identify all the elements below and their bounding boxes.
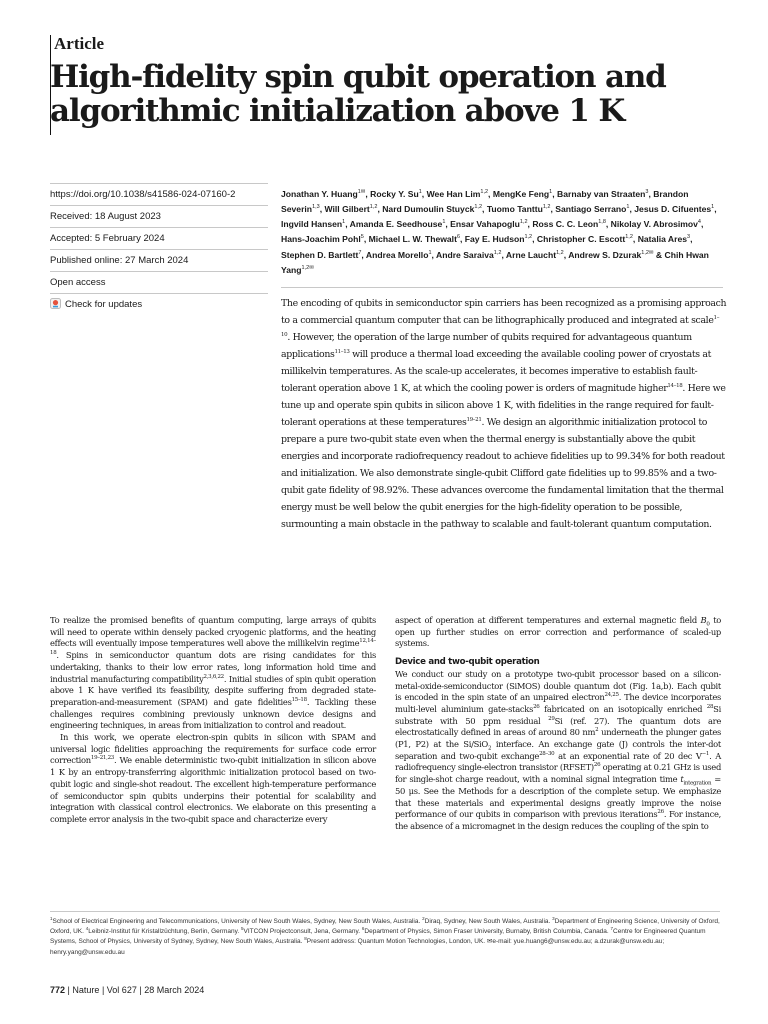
author-name: Arne Laucht <box>505 249 557 260</box>
inline-markup: 26 <box>657 809 664 816</box>
author-affiliation: 1 <box>418 189 422 195</box>
author-affiliation: 7 <box>358 249 362 256</box>
author-name: Tuomo Tanttu <box>486 204 543 215</box>
footnote-rule <box>50 911 720 912</box>
author-affiliation: 5 <box>360 234 364 241</box>
doi-link[interactable]: https://doi.org/10.1038/s41586-024-07160-2 <box>50 183 268 206</box>
author-name: Jesus D. Cifuentes <box>634 204 712 215</box>
author-name: Christopher C. Escott <box>536 234 626 245</box>
author-name: Nikolay V. Abrosimov <box>610 219 698 230</box>
page-footer <box>50 985 204 995</box>
intro-paragraph-2: In this work, we operate electron-spin qubits in silicon with SPAM and universal logic fidelities approaching the requirements for surface code error correction$^{19-21,23}$. We enable deterministic two-qubit initialization in silicon above 1 K by an entropy-transferring algorithmic initialization protocol based on two-qubit logic and single-shot readout. The excellent high-temperature performance of semiconductor spin qubits underpins their potential for scalability and integration with classical control electronics. We elaborate on this presenting a complete error analysis in the two-qubit space and characterize every <box>50 732 376 824</box>
author-affiliation: 1,2 <box>493 249 502 256</box>
check-for-updates-label: Check for updates <box>65 299 143 310</box>
author-name: Andre Saraiva <box>435 249 494 260</box>
inline-markup: 11–13 <box>334 348 350 355</box>
inline-markup: B <box>700 615 707 625</box>
check-for-updates-link[interactable] <box>50 294 268 315</box>
author-name: Wee Han Lim <box>426 188 481 199</box>
inline-markup: −1 <box>701 750 710 757</box>
issue-date: 28 March 2024 <box>144 985 205 995</box>
author-name: Andrea Morello <box>365 249 429 260</box>
author-name: Andrew S. Dzurak <box>568 249 642 260</box>
affiliations-footnote: $^1$School of Electrical Engineering and Telecommunications, University of New South Wales, Sydney, New South Wales, Australia. $^2$Diraq, Sydney, New South Wales, Australia. $^3$Department of Engineering Science, University of Oxford, Oxford, UK. $^4$Leibniz-Institut für Kristallzüchtung, Berlin, Germany. $^5$VITCON Projectconsult, Jena, Germany. $^6$Department of Physics, Simon Fraser University, Burnaby, British Columbia, Canada. $^7$Centre for Engineered Quantum Systems, School of Physics, University of Sydney, Sydney, New South Wales, Australia. $^8$Present address: Quantum Motion Technologies, London, UK. ✉e-mail: yue.huang6@unsw.edu.au; a.dzurak@unsw.edu.au; henry.yang@unsw.edu.au <box>50 915 720 956</box>
author-affiliation: 3 <box>687 234 691 241</box>
author-affiliation: 1,2 <box>369 204 378 211</box>
author-name: MengKe Feng <box>492 188 550 199</box>
author-name: Fay E. Hudson <box>464 234 525 245</box>
inline-markup: 26 <box>593 762 601 769</box>
author-affiliation: 1,2 <box>474 204 483 211</box>
article-metadata <box>50 183 268 315</box>
abstract: The encoding of qubits in semiconductor spin carriers has been recognized as a promising approach to a commercial quantum computer that can be lithographically produced and integrated at scale$^{1-10}$. However, the operation of the large number of qubits required for advantageous quantum applications$^{11-13}$ will produce a thermal load exceeding the available cooling power of cryostats at millikelvin temperatures. As the scale-up accelerates, it becomes imperative to establish fault-tolerant operation above 1 K, at which the cooling power is orders of magnitude higher$^{14-18}$. Here we tune up and operate spin qubits in silicon above 1 K, with fidelities in the range required for fault-tolerant operations at these temperatures$^{19-21}$. We design an algorithmic initialization protocol to prepare a pure two-qubit state even when the thermal energy is substantially above the qubit energies and incorporate radiofrequency readout to achieve fidelities up to 99.34% for both readout and initialization. We also demonstrate single-qubit Clifford gate fidelities up to 99.85% and a two-qubit gate fidelity of 98.92%. These advances overcome the fundamental limitation that the thermal energy must be well below the qubit energies for the high-fidelity operation to be possible, surmounting a main obstacle in the pathway to scalable and fault-tolerant quantum computation. <box>281 298 727 530</box>
author-affiliation: 1,2 <box>542 204 551 211</box>
footer-separator: | <box>67 985 70 995</box>
inline-markup: 6 <box>361 926 365 932</box>
inline-markup: 1–10 <box>281 314 720 338</box>
author-name: Hans-Joachim Pohl <box>281 234 361 245</box>
inline-markup: 2,3,6,22 <box>203 673 224 680</box>
intro-paragraph-3: aspect of operation at different temperatures and external magnetic field $B_0$ to open up further studies on error correction and performance of scaled-up systems. <box>395 615 722 649</box>
author-affiliation: 1 <box>342 219 346 226</box>
inline-markup: 12,14–18 <box>50 638 376 657</box>
author-name: Jonathan Y. Huang <box>281 188 358 199</box>
footer-separator: | <box>101 985 105 995</box>
author-affiliation: 1,2✉ <box>301 264 314 271</box>
accepted-date: Accepted: 5 February 2024 <box>50 228 268 250</box>
author-name: Nard Dumoulin Stuyck <box>382 204 475 215</box>
author-affiliation: 1,2✉ <box>641 249 654 256</box>
inline-markup: 14–18 <box>667 382 683 389</box>
author-affiliation: 4 <box>697 219 701 226</box>
author-affiliation: 1 <box>626 204 630 211</box>
article-title: High-fidelity spin qubit operation and algorithmic initialization above 1 K <box>50 59 666 129</box>
inline-markup: 4 <box>85 926 89 932</box>
author-affiliation: 1 <box>549 189 553 195</box>
inline-markup: 19–21 <box>466 416 482 423</box>
author-affiliation: 1,2 <box>519 219 528 226</box>
author-name: Will Gilbert <box>324 204 370 215</box>
section-heading: Device and two-qubit operation <box>395 657 540 668</box>
device-paragraph: We conduct our study on a prototype two-qubit processor based on a silicon-metal-oxide-semiconductor (SiMOS) double quantum dot (Fig. 1a,b). Each qubit is encoded in the spin state of an unpaired electron$^{24,25}$. The device incorporates multi-level aluminium gate-stacks$^{26}$ fabricated on an isotopically enriched $^{28}$Si substrate with 50 ppm residual $^{29}$Si (ref. 27). The quantum dots are electrostatically defined in areas of around 80 $nm^2$ underneath the plunger gates (P1, P2) at the Si/SiO$_2$ interface. An exchange gate (J) controls the inter-dot separation and two-qubit exchange$^{28-30}$ at an exponential rate of 20 dec $V^{-1}$. A radiofrequency single-electron transistor (RFSET)$^{26}$ operating at 0.21 GHz is used for single-shot charge readout, with a nominal signal integration time $t_{integration} = 50$ μs. See the Methods for a description of the complete setup. We emphasize that these materials and experimental designs greatly improve the noise performance of our qubits in comparison with previous iterations$^{26}$. For instance, the absence of a micromagnet in the design reduces the coupling of the spin to <box>395 668 722 831</box>
author-affiliation: 3 <box>645 189 649 195</box>
open-access-label: Open access <box>50 272 268 294</box>
author-affiliation: 1,2 <box>556 249 564 256</box>
inline-markup: 19–21,23 <box>90 755 114 762</box>
inline-markup: 8 <box>304 936 307 942</box>
author-name: Amanda E. Seedhouse <box>349 219 443 230</box>
volume-number: Vol 627 <box>106 985 137 995</box>
intro-paragraph-1: To realize the promised benefits of quantum computing, large arrays of qubits will need to operate within densely packed cryogenic platforms, and the heating effects will eventually impose temperatures well above the millikelvin regime$^{12,14-18}$. Spins in semiconductor quantum dots are rising candidates for this undertaking, thanks to their low error rates, long information hold time and industrial manufacturing compatibility$^{2,3,6,22}$. Initial studies of spin qubit operation above 1 K have verified its feasibility, despite suffering from degraded state-preparation-and-measurement (SPAM) and gate fidelities$^{15-18}$. Tackling these challenges requires combining previously unknown device designs and engineering techniques, in areas from initialization to control and readout. <box>50 615 376 731</box>
author-affiliation: 1✉ <box>357 189 366 195</box>
author-affiliation: 1 <box>428 249 432 256</box>
author-name: Barnaby van Straaten <box>557 188 646 199</box>
author-affiliation: 1 <box>711 204 715 211</box>
author-name: Chih Hwan Yang <box>281 249 709 275</box>
author-name: Brandon Severin <box>281 188 689 215</box>
check-for-updates-icon <box>50 296 61 307</box>
inline-markup: 2 <box>422 915 425 921</box>
author-name: Natalia Ares <box>637 234 688 245</box>
author-name: Ensar Vahapoglu <box>450 219 520 230</box>
received-date: Received: 18 August 2023 <box>50 206 268 228</box>
inline-markup: 2 <box>488 745 492 752</box>
journal-name: Nature <box>72 985 100 995</box>
author-affiliation: 1,8 <box>598 219 606 226</box>
author-name: Ross C. C. Leon <box>532 219 599 230</box>
inline-markup: 5 <box>240 926 244 932</box>
author-affiliation: 1 <box>442 219 446 226</box>
body-column-left <box>50 615 376 826</box>
inline-markup: 2 <box>595 727 599 734</box>
inline-markup: integration <box>683 780 712 787</box>
body-column-right <box>395 615 721 833</box>
author-name: Stephen D. Bartlett <box>281 249 359 260</box>
inline-markup: t <box>680 774 684 785</box>
author-affiliation: 6 <box>456 234 460 241</box>
inline-markup: 26 <box>533 704 540 711</box>
author-list: Jonathan Y. Huang$^{1✉}$, Rocky Y. Su$^1$, Wee Han Lim$^{1,2}$, MengKe Feng$^1$, Barnaby van Straaten$^3$, Brandon Severin$^{1,3}$, Will Gilbert$^{1,2}$, Nard Dumoulin Stuyck$^{1,2}$, Tuomo Tanttu$^{1,2}$, Santiago Serrano$^1$, Jesus D. Cifuentes$^1$, Ingvild Hansen$^1$, Amanda E. Seedhouse$^1$, Ensar Vahapoglu$^{1,2}$, Ross C. C. Leon$^{1,8}$, Nikolay V. Abrosimov$^4$, Hans-Joachim Pohl$^5$, Michael L. W. Thewalt$^6$, Fay E. Hudson$^{1,2}$, Christopher C. Escott$^{1,2}$, Natalia Ares$^3$, Stephen D. Bartlett$^7$, Andrea Morello$^1$, Andre Saraiva$^{1,2}$, Arne Laucht$^{1,2}$, Andrew S. Dzurak$^{1,2✉}$ & Chih Hwan Yang$^{1,2✉}$ <box>281 188 717 275</box>
author-name: Rocky Y. Su <box>370 188 419 199</box>
author-name: Santiago Serrano <box>555 204 627 215</box>
published-date: Published online: 27 March 2024 <box>50 250 268 272</box>
inline-markup: 15–18 <box>291 697 307 704</box>
page-number: 772 <box>50 985 66 995</box>
footer-separator: | <box>139 985 142 995</box>
article-type-label: Article <box>54 34 105 53</box>
inline-markup: 28 <box>706 704 714 711</box>
inline-markup: 28–30 <box>539 750 555 757</box>
author-name: Ingvild Hansen <box>281 219 343 230</box>
author-affiliation: 1,2 <box>625 234 633 241</box>
author-affiliation: 1,2 <box>480 189 489 195</box>
inline-markup: 0 <box>706 621 710 628</box>
author-affiliation: 1,2 <box>524 234 533 241</box>
inline-markup: 29 <box>548 715 555 722</box>
inline-markup: 1 <box>50 915 53 921</box>
author-affiliation: 1,3 <box>312 204 320 211</box>
abstract-separator <box>281 287 723 288</box>
inline-markup: 3 <box>552 915 555 921</box>
inline-markup: 24,25 <box>604 692 619 699</box>
author-name: Michael L. W. Thewalt <box>368 234 457 245</box>
inline-markup: 7 <box>610 926 614 932</box>
